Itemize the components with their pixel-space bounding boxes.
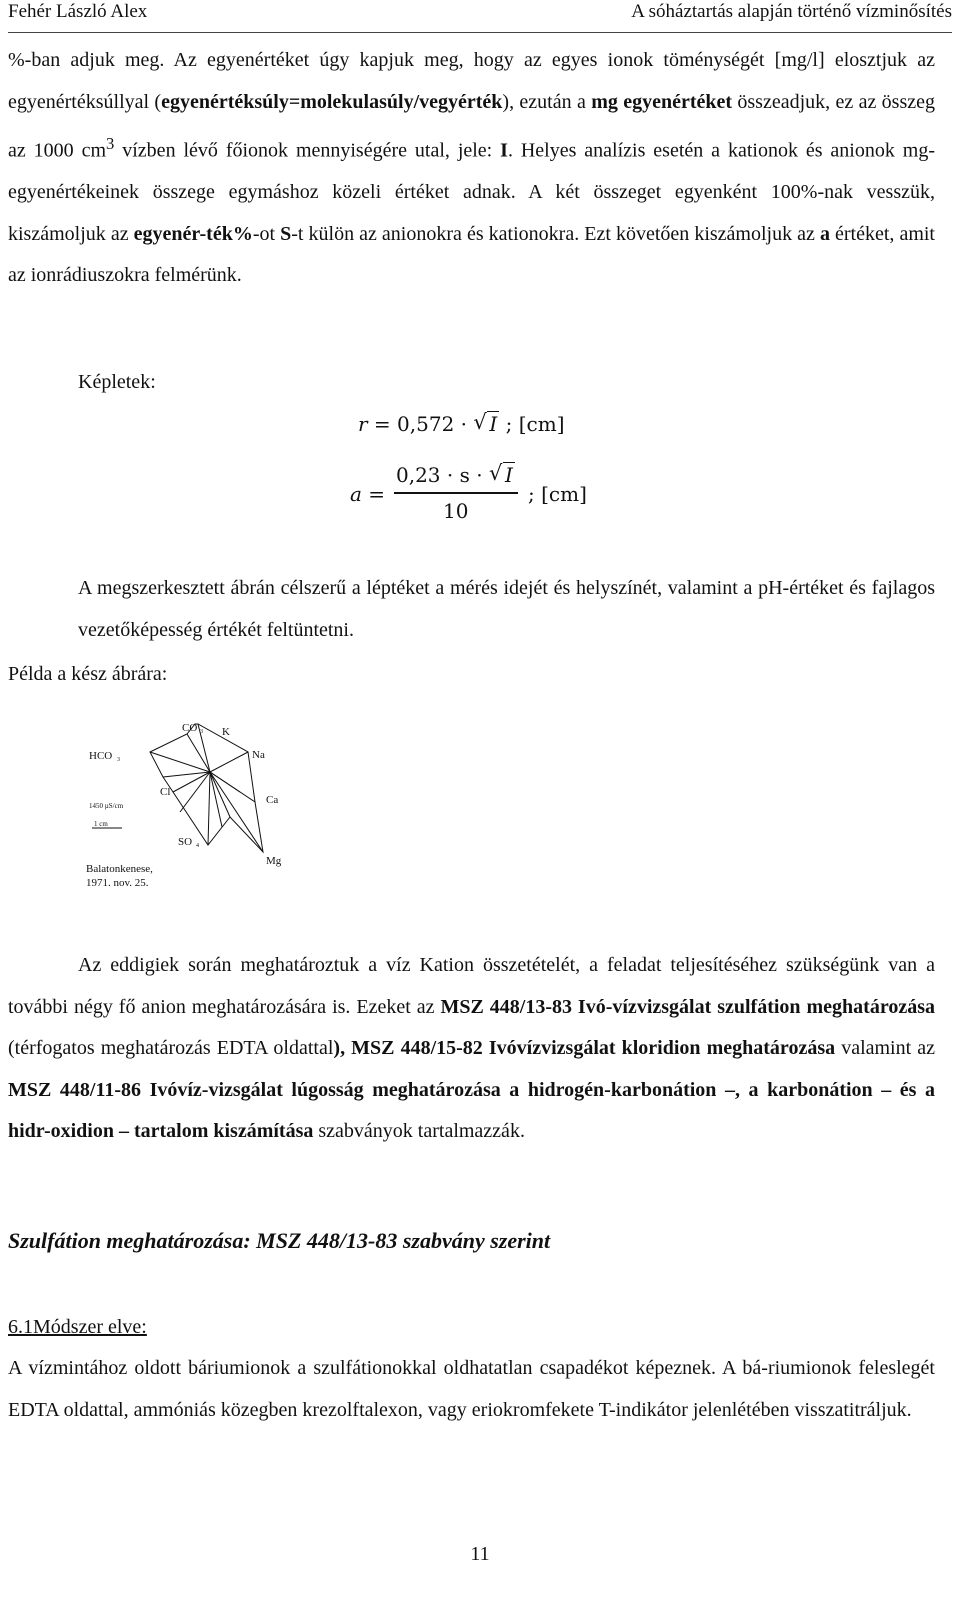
label-co3: CO bbox=[182, 722, 198, 734]
label-so4-sub: 4 bbox=[196, 843, 199, 849]
bold-text: egyenértéksúly=molekulasúly/vegyérték bbox=[161, 90, 503, 113]
label-ca: Ca bbox=[266, 794, 279, 806]
fraction-bar bbox=[394, 492, 518, 494]
bold-text: egyenér-ték% bbox=[133, 222, 253, 245]
paragraph-figure-note: A megszerkesztett ábrán célszerű a léptéket a mérés idejét és helyszínét, valamint a pH-értéket és fajlagos vezetőképesség értékét feltüntetni. bbox=[78, 577, 935, 641]
text: -t külön az anionokra és kationokra. Ezt követően kiszámoljuk az bbox=[291, 222, 820, 245]
text: összeadjuk, ez az összeg az 1000 cm bbox=[8, 90, 935, 162]
heading-sulfate: Szulfátion meghatározása: MSZ 448/13-83 szabvány szerint bbox=[8, 1228, 551, 1253]
formula-unit: ; [cm] bbox=[528, 482, 587, 506]
label-k: K bbox=[222, 726, 230, 738]
page-header bbox=[8, 0, 952, 33]
bold-text: S bbox=[280, 222, 292, 245]
header-title: A sóháztartás alapján történő vízminősítés bbox=[631, 1, 952, 22]
bold-text: MSZ 448/13-83 Ivó-vízvizsgálat szulfátion meghatározása bbox=[440, 995, 935, 1018]
radicand: I bbox=[504, 463, 513, 487]
text: Az eddigiek során meghatároztuk a víz Kation összetételét, a feladat teljesítéséhez szükségünk van a további négy fő anion meghatározására is. Ezeket az bbox=[8, 954, 935, 1018]
formula-variable: r bbox=[358, 412, 368, 436]
label-cl: Cl bbox=[160, 786, 171, 798]
paragraph-intro bbox=[8, 40, 935, 297]
paragraph-method: A vízmintához oldott báriumionok a szulfátionokkal oldhatatlan csapadékot képeznek. A bá-riumionok feleslegét EDTA oldattal, ammóniás közegben krezolftalexon, vagy eriokromfekete T-indikátor jelenlétében visszatitráljuk. bbox=[8, 1357, 935, 1421]
formula-text: 0,23 · s · bbox=[396, 463, 489, 487]
text: %-ban adjuk meg. Az egyenértéket úgy kapjuk meg, hogy az egyes ionok töménységét [mg/l] elosztjuk az egyenértéksúllyal ( bbox=[8, 49, 935, 113]
text: ), ezután a bbox=[502, 90, 592, 113]
label-hco3-sub: 3 bbox=[117, 757, 120, 763]
label-hco3: HCO bbox=[89, 750, 113, 762]
radicand: I bbox=[489, 412, 498, 436]
text: értéket, amit az ionrádiuszokra felmérünk. bbox=[8, 222, 935, 287]
bold-text: mg egyenértéket bbox=[591, 90, 733, 113]
bold-text: a bbox=[819, 222, 830, 245]
bold-text: I bbox=[500, 139, 508, 162]
label-co3-sub: 3 bbox=[200, 729, 203, 735]
formula-r bbox=[358, 412, 565, 436]
formula-denominator: 10 bbox=[443, 499, 469, 523]
formulas-label: Képletek: bbox=[78, 371, 156, 393]
text: -ot bbox=[252, 222, 281, 245]
example-label: Példa a kész ábrára: bbox=[8, 663, 168, 685]
label-na: Na bbox=[252, 749, 265, 761]
text: valamint az bbox=[835, 1037, 936, 1059]
label-date: 1971. nov. 25. bbox=[86, 877, 149, 889]
header-author: Fehér László Alex bbox=[8, 1, 148, 22]
label-so4: SO bbox=[178, 836, 193, 848]
formula-numerator bbox=[396, 463, 515, 487]
label-conductivity: 1450 µS/cm bbox=[89, 802, 124, 810]
formula-variable: a = bbox=[350, 482, 386, 506]
label-mg: Mg bbox=[266, 855, 282, 867]
text: vízben lévő főionok mennyiségére utal, jele: bbox=[114, 139, 501, 162]
paragraph-standards bbox=[8, 945, 935, 1153]
diagram-lines bbox=[92, 724, 263, 852]
text: szabványok tartalmazzák. bbox=[313, 1120, 525, 1142]
bold-text: ), MSZ 448/15-82 Ivóvízvizsgálat kloridion meghatározása bbox=[333, 1037, 836, 1059]
ion-star-diagram bbox=[80, 712, 320, 897]
square-root bbox=[489, 463, 515, 487]
label-scale: 1 cm bbox=[94, 820, 108, 828]
label-location: Balatonkenese, bbox=[86, 863, 153, 875]
formula-unit: ; [cm] bbox=[499, 412, 565, 436]
square-root bbox=[473, 412, 499, 436]
formula-text: = 0,572 · bbox=[367, 412, 474, 436]
text: (térfogatos meghatározás EDTA oldattal bbox=[8, 1037, 334, 1059]
page-number: 11 bbox=[470, 1543, 490, 1565]
text: . Helyes analízis esetén a kationok és anionok mg-egyenértékeinek összege egymáshoz közeli értéket adnak. A két összeget egyenként 100%-nak vesszük, kiszámoljuk az bbox=[8, 139, 935, 245]
heading-method: 6.1Módszer elve: bbox=[8, 1316, 147, 1338]
bold-text: MSZ 448/11-86 Ivóvíz-vizsgálat lúgosság meghatározása a hidrogén-karbonátion –, a karbonátion – és a hidr-oxidion – tartalom kiszámítása bbox=[8, 1078, 935, 1142]
superscript: 3 bbox=[106, 134, 115, 153]
diagram-svg bbox=[80, 712, 320, 897]
